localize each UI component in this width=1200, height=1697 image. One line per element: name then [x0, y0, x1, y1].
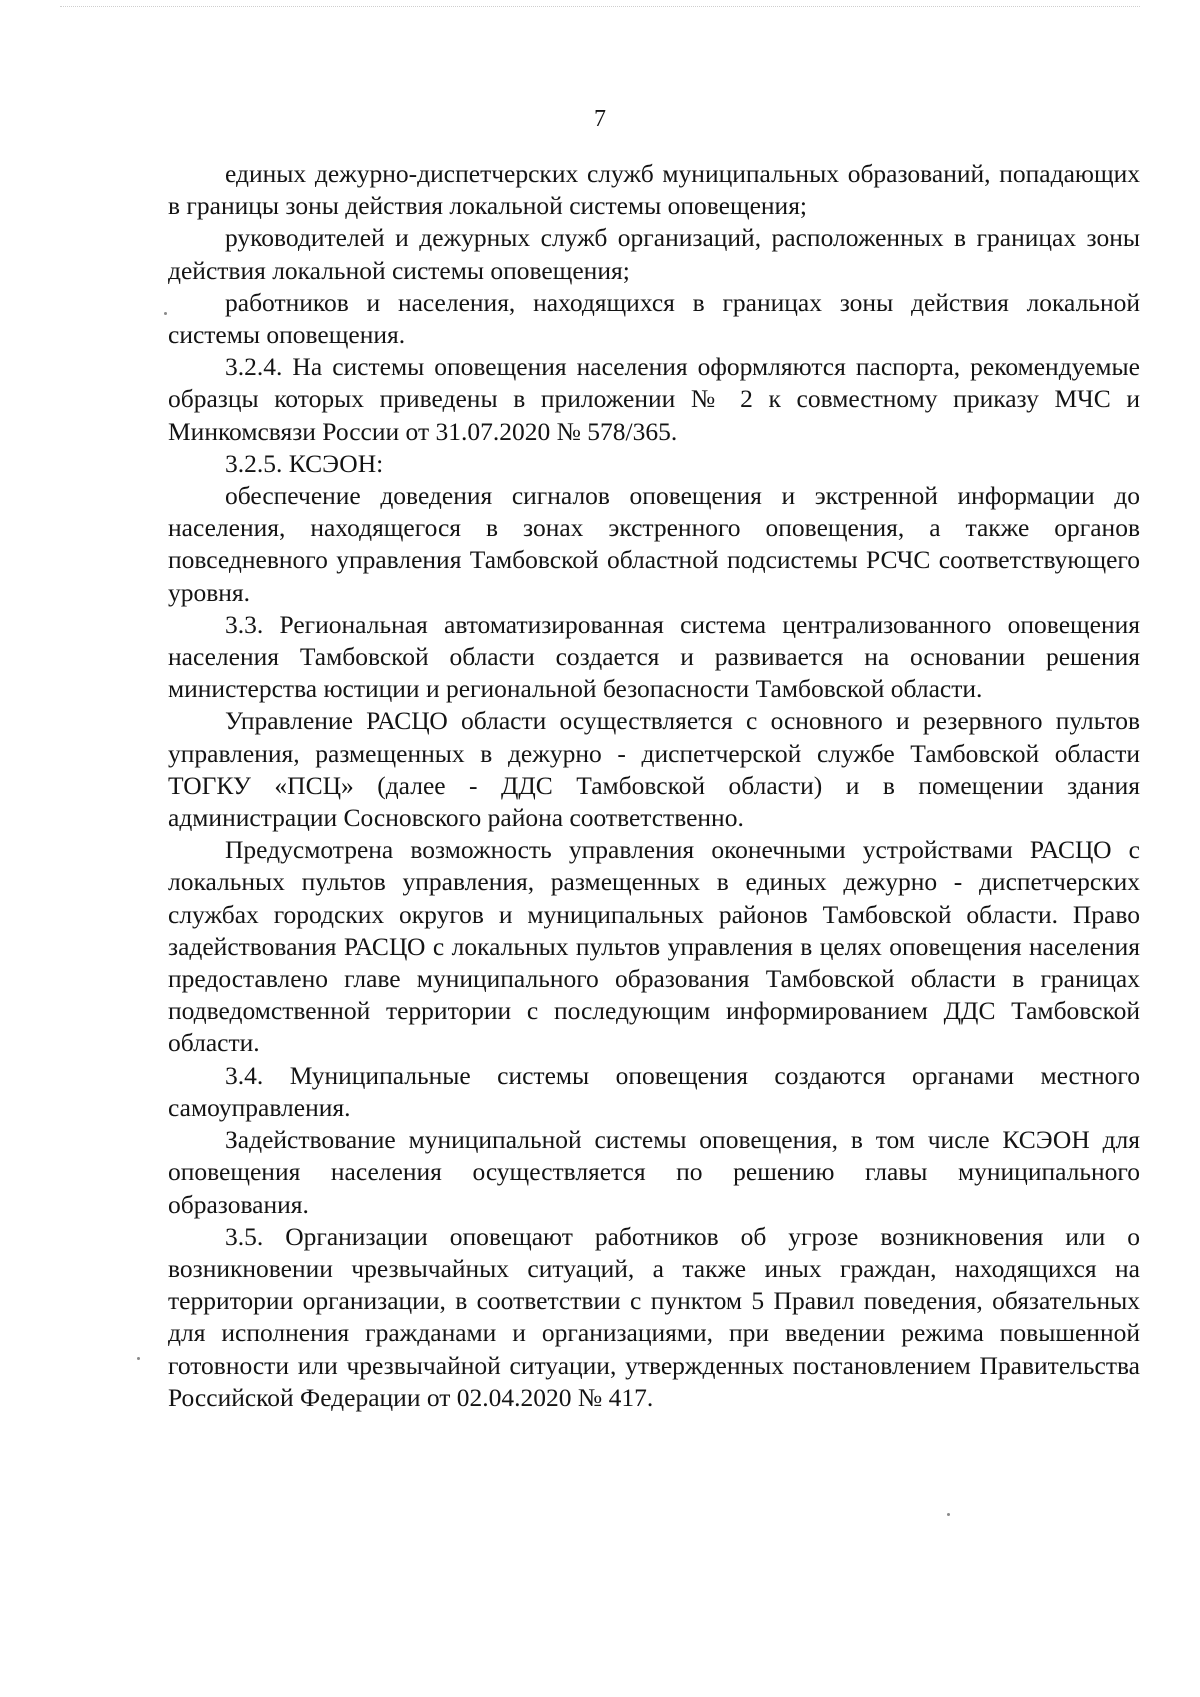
paragraph-3-3: 3.3. Региональная автоматизированная система централизованного оповещения населения Тамбовской области создается и развивается на основании решения министерства юстиции и региональной безопасности Тамбовской области.: [168, 609, 1140, 704]
paragraph-local-panels: Предусмотрена возможность управления оконечными устройствами РАСЦО с локальных пультов управления, размещенных в единых дежурно - диспетчерских службах городских округов и муниципальных районов Тамбовской области. Право задействования РАСЦО с локальных пультов управления в целях оповещения населения предоставлено главе муниципального образования Тамбовской области в границах подведомственной территории с последующим информированием ДДС Тамбовской области.: [168, 835, 1140, 1058]
paragraph-organization-heads: руководителей и дежурных служб организаций, расположенных в границах зоны действия локальной системы оповещения;: [168, 223, 1140, 285]
paragraph-3-5: 3.5. Организации оповещают работников об угрозе возникновения или о возникновении чрезвычайных ситуаций, а также иных граждан, находящихся на территории организации, в соответствии с пунктом 5 Правил поведения, обязательных для исполнения гражданами и организациями, при введении режима повышенной готовности или чрезвычайной ситуации, утвержденных постановлением Правительства Российской Федерации от 02.04.2020 № 417.: [168, 1221, 1140, 1412]
paragraph-kseon-description: обеспечение доведения сигналов оповещения и экстренной информации до населения, находящегося в зонах экстренного оповещения, а также органов повседневного управления Тамбовской областной подсистемы РСЧС соответствующего уровня.: [168, 481, 1140, 607]
document-body: [168, 158, 1140, 1414]
paragraph-3-4: 3.4. Муниципальные системы оповещения создаются органами местного самоуправления.: [168, 1060, 1140, 1122]
scan-speck: [164, 312, 167, 315]
paragraph-3-2-5-heading: 3.2.5. КСЭОН:: [225, 448, 384, 478]
scan-speck: [137, 1357, 140, 1360]
paragraph-workers-population: работников и населения, находящихся в границах зоны действия локальной системы оповещения.: [168, 287, 1140, 350]
paragraph-municipal-activation: Задействование муниципальной системы оповещения, в том числе КСЭОН для оповещения населения осуществляется по решению главы муниципального образования.: [168, 1125, 1140, 1219]
page-number: 7: [594, 106, 606, 132]
paragraph-3-2-4: 3.2.4. На системы оповещения населения оформляются паспорта, рекомендуемые образцы которых приведены в приложении № 2 к совместному приказу МЧС и Минкомсвязи России от 31.07.2020 № 578/365.: [168, 352, 1140, 446]
scan-artifact-top: [60, 6, 1140, 7]
scan-speck: [947, 1513, 950, 1516]
paragraph-rasco-control: Управление РАСЦО области осуществляется с основного и резервного пультов управления, размещенных в дежурно - диспетчерской службе Тамбовской области ТОГКУ «ПСЦ» (далее - ДДС Тамбовской области) и в помещении здания администрации Сосновского района соответственно.: [168, 706, 1140, 833]
paragraph-edds: единых дежурно-диспетчерских служб муниципальных образований, попадающих в границы зоны действия локальной системы оповещения;: [168, 159, 1140, 221]
